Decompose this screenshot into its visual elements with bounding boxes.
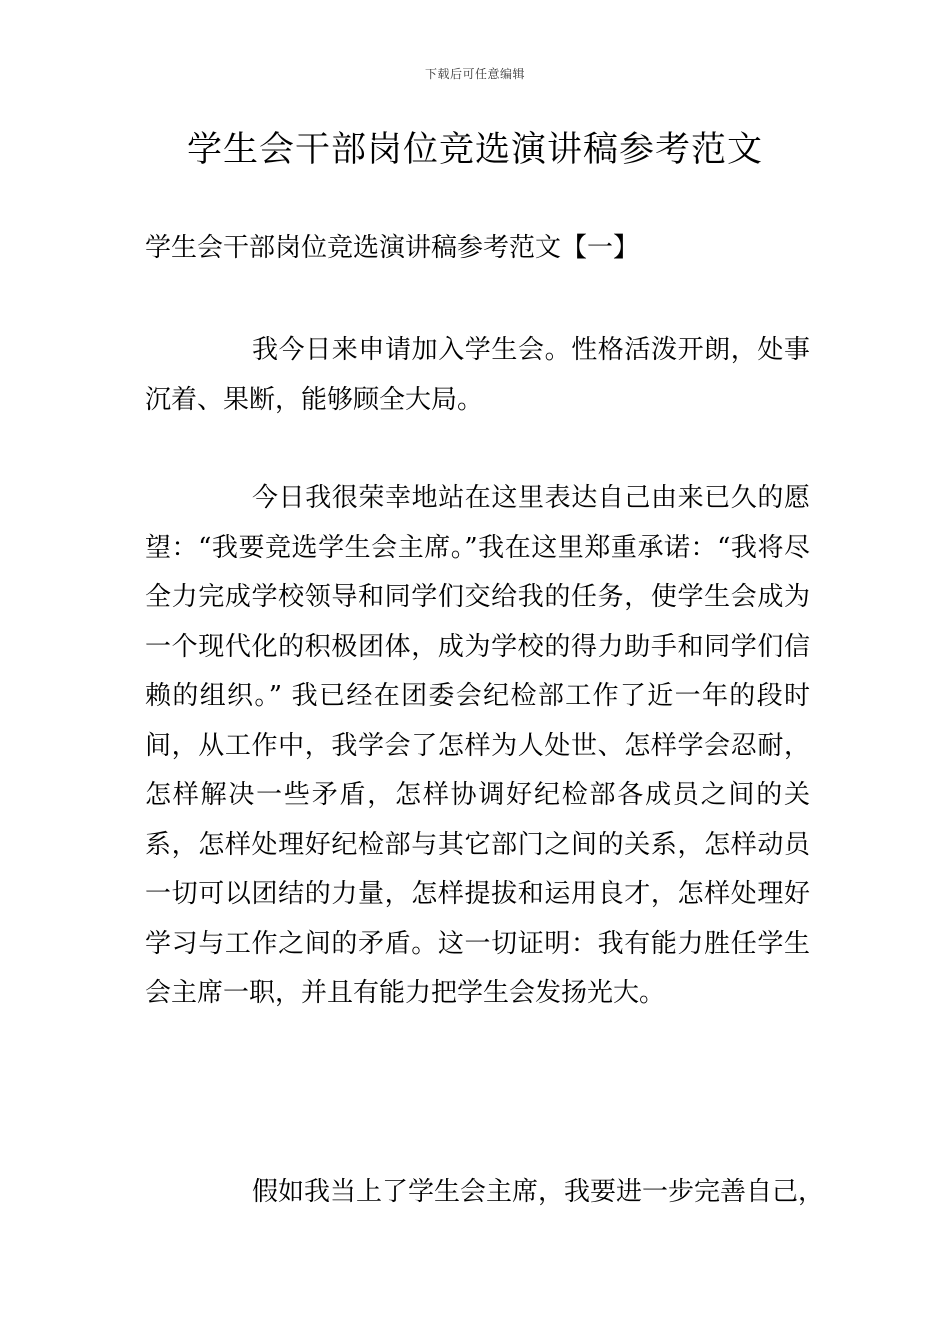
paragraph-2: 今日我很荣幸地站在这里表达自己由来已久的愿望：“我要竞选学生会主席。”我在这里郑重承诺：“我将尽全力完成学校领导和同学们交给我的任务，使学生会成为一个现代化的积极团体，成为学校的得力助手和同学们信赖的组织。” 我已经在团委会纪检部工作了近一年的段时间，从工作中，我学会了怎样为人处世、怎样学会忍耐，怎样解决一些矛盾，怎样协调好纪检部各成员之间的关系，怎样处理好纪检部与其它部门之间的关系，怎样动员一切可以团结的力量，怎样提拔和运用良才，怎样处理好学习与工作之间的矛盾。这一切证明：我有能力胜任学生会主席一职，并且有能力把学生会发扬光大。 xyxy=(145,483,810,1008)
paragraph-1: 我今日来申请加入学生会。性格活泼开朗，处事沉着、果断，能够顾全大局。 xyxy=(145,335,810,415)
header-note: 下载后可任意编辑 xyxy=(424,67,525,81)
paragraph-3: 假如我当上了学生会主席，我要进一步完善自己， xyxy=(252,1177,825,1207)
section-heading: 学生会干部岗位竞选演讲稿参考范文【一】 xyxy=(145,233,640,263)
document-title: 学生会干部岗位竞选演讲稿参考范文 xyxy=(186,130,763,170)
